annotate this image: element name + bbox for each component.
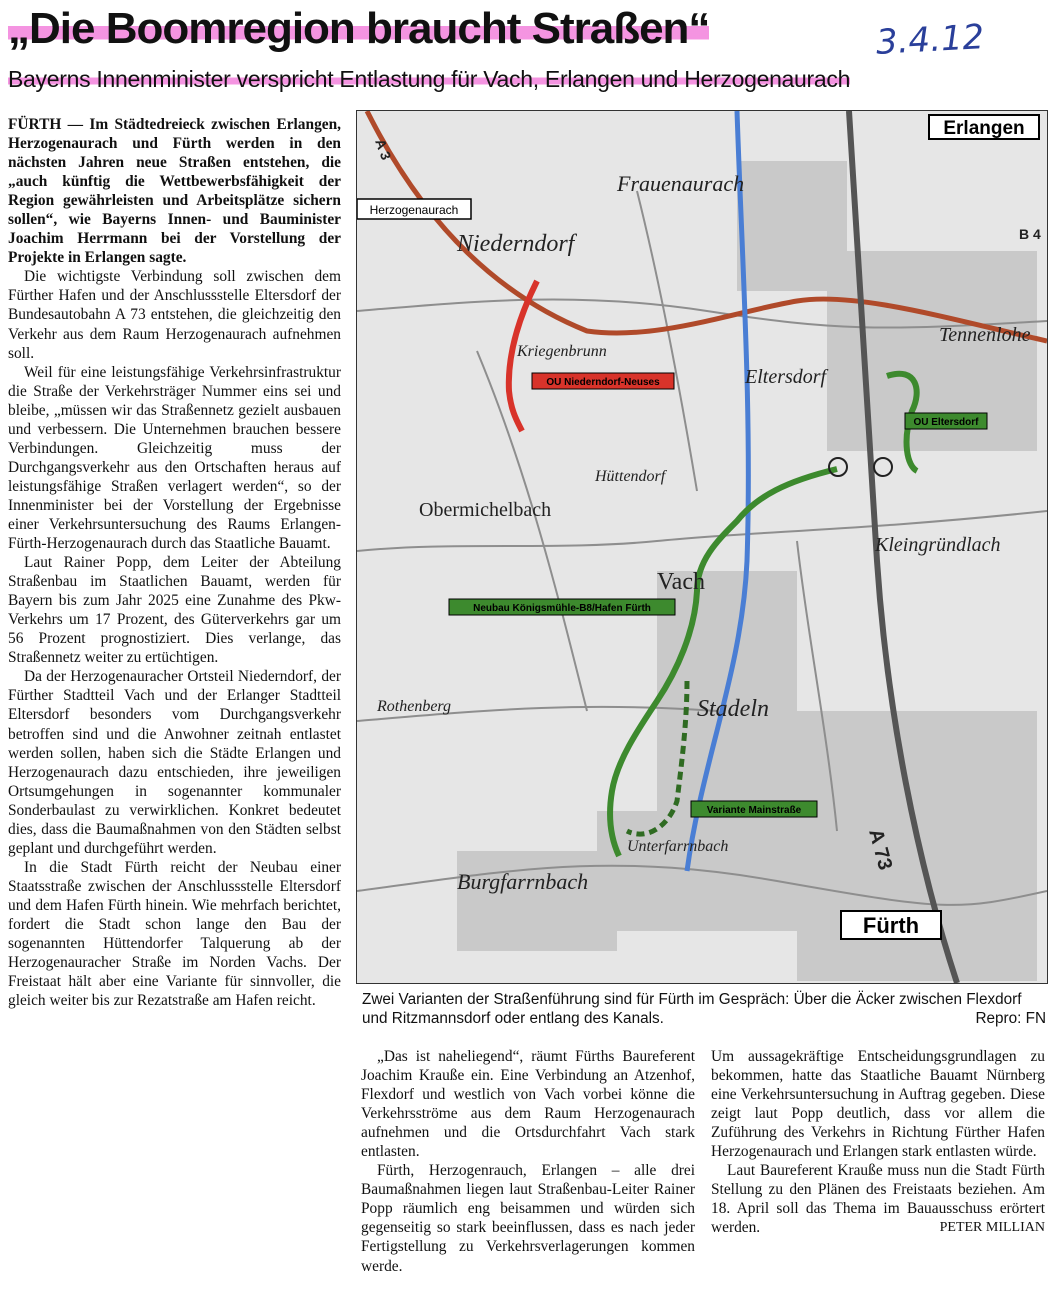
place-eltersdorf: Eltersdorf: [745, 366, 827, 388]
place-burgfarrnbach: Burgfarrnbach: [457, 869, 589, 894]
place-huettendorf: Hüttendorf: [595, 468, 666, 485]
map-label-ou-eltersdorf: [905, 413, 987, 429]
map-svg: [357, 111, 1047, 983]
article-column-3: [711, 1047, 1045, 1237]
paragraph: Weil für eine leistungsfähige Verkehrsinfrastruktur die Straße der Verkehrsträger Nummer eins sei und bleibe, „müssen wir das Straßennetz gezielt ausbauen und verbessern. Die Unternehmen brauchen bessere Verbindungen. Gleichzeitig muss der Durchgangsverkehr aus den Ortschaften heraus auf leistungsfähige Straßen verlagert werden“, so der Innenminister bei der Vorstellung der Ergebnisse einer Verkehrsuntersuchung des Raums Erlangen-Fürth-Herzogenaurach durch das Staatliche Bauamt.: [8, 363, 341, 553]
paragraph: Um aussagekräftige Entscheidungsgrundlagen zu bekommen, hatte das Staatliche Bauamt Nürnberg eine Verkehrsuntersuchung in Auftrag gegeben. Diese zeigt laut Popp deutlich, dass vor allem die Zuführung des Verkehrs in Richtung Fürther Hafen Herzogenaurach und Erlangen stark entlasten würde.: [711, 1048, 1045, 1161]
place-rothenberg: Rothenberg: [377, 698, 452, 715]
svg-text:Erlangen: Erlangen: [943, 118, 1025, 139]
paragraph: Laut Rainer Popp, dem Leiter der Abteilung Straßenbau im Staatlichen Bauamt, werden für Bayern bis zum Jahr 2025 eine Zunahme des Pkw-Verkehrs um 17 Prozent, des Güterverkehrs gar um 56 Prozent prognostiziert. Dies verlange, das Straßennetz weiter zu ertüchtigen.: [8, 554, 341, 667]
subheadline: Bayerns Innenminister verspricht Entlastung für Vach, Erlangen und Herzogenaurach: [8, 66, 851, 92]
map-label-fuerth: [841, 911, 941, 939]
caption-text: Zwei Varianten der Straßenführung sind für Fürth im Gespräch: Über die Äcker zwischen Flexdorf und Ritzmannsdorf oder entlang des Kanals.: [362, 991, 1022, 1027]
headline: „Die Boomregion braucht Straßen“: [8, 4, 710, 53]
road-a73: A 73: [864, 826, 897, 873]
place-vach: Vach: [657, 569, 705, 595]
route-map: [356, 110, 1048, 984]
svg-text:OU Niederndorf-Neuses: OU Niederndorf-Neuses: [546, 377, 660, 388]
paragraph-text: Laut Baureferent Krauße muss nun die Stadt Fürth Stellung zu den Plänen des Freistaats beziehen. Am 18. April soll das Thema im Bauausschuss erörtert werden.: [711, 1162, 1045, 1237]
paragraph: Da der Herzogenauracher Ortsteil Niederndorf, der Fürther Stadtteil Vach und der Erlanger Stadtteil Eltersdorf besonders vom Durchgangsverkehr betroffen sind und die Anwohner zeitnah entlastet werden sollen, haben sich die Städte Erlangen und Herzogenaurach dazu entschieden, ihre jeweiligen Ortsumgehungen in sogenannter kommunaler Sonderbaulast zu verwirklichen. Konkret bedeutet dies, dass die Baumaßnahmen von den Städten selbst geplant und durchgeführt werden.: [8, 668, 341, 857]
article-column-1: [8, 115, 341, 1010]
place-kleingruendlach: Kleingründlach: [875, 534, 1001, 556]
place-niederndorf: Niederndorf: [457, 231, 575, 257]
place-stadeln: Stadeln: [697, 696, 769, 722]
paragraph: Die wichtigste Verbindung soll zwischen dem Fürther Hafen und der Anschlussstelle Eltersdorf der Bundesautobahn A 73 entstehen, die gleichzeitig den Verkehr aus dem Raum Herzogenaurach aufnehmen soll.: [8, 268, 341, 362]
svg-text:Neubau Königsmühle-B8/Hafen Fü: Neubau Königsmühle-B8/Hafen Fürth: [473, 603, 651, 614]
map-label-neubau: [449, 599, 675, 615]
road-b4: B 4: [1019, 226, 1041, 242]
paragraph: „Das ist naheliegend“, räumt Fürths Baureferent Joachim Krauße ein. Eine Verbindung an Atzenhof, Flexdorf und westlich von Vach vorbei könne die Verkehrsströme aus dem Raum Herzogenaurach aufnehmen und die Ortsdurchfahrt Vach stark entlasten.: [361, 1048, 695, 1161]
handwritten-date: 3.4.12: [875, 17, 986, 63]
lead-paragraph: FÜRTH — Im Städtedreieck zwischen Erlangen, Herzogenaurach und Fürth werden in den nächsten Jahren neue Straßen entstehen, die „auch künftig die Wettbewerbsfähigkeit der Region gewährleisten und Arbeitsplätze sichern sollen“, wie Bayerns Innen- und Bauminister Joachim Herrmann bei der Vorstellung der Projekte in Erlangen sagte.: [8, 116, 341, 267]
caption-credit: Repro: FN: [975, 1010, 1046, 1027]
road-a3: A 3: [372, 136, 395, 163]
place-frauenaurach: Frauenaurach: [617, 171, 745, 196]
svg-text:Variante Mainstraße: Variante Mainstraße: [706, 805, 802, 816]
place-obermichelbach: Obermichelbach: [419, 499, 552, 521]
map-label-variante: [691, 801, 817, 817]
place-unterfarrnbach: Unterfarrnbach: [627, 838, 729, 855]
map-label-ou-niederndorf: [532, 373, 674, 389]
svg-text:Fürth: Fürth: [862, 913, 920, 938]
map-label-herzogenaurach: [357, 199, 471, 219]
map-caption: [362, 990, 1046, 1028]
author: PETER MILLIAN: [939, 1220, 1045, 1236]
svg-text:OU Eltersdorf: OU Eltersdorf: [913, 417, 979, 428]
paragraph: [711, 1161, 1045, 1237]
article-column-2: [361, 1047, 695, 1276]
place-kriegenbrunn: Kriegenbrunn: [517, 343, 607, 360]
place-tennenlohe: Tennenlohe: [939, 324, 1031, 346]
paragraph: Fürth, Herzogenrauch, Erlangen – alle drei Baumaßnahmen liegen laut Straßenbau-Leiter Rainer Popp räumlich eng beisammen und würden sich gegenseitig so stark beeinflussen, dass es nach jeder Fertigstellung zu Verkehrsverlagerungen kommen werde.: [361, 1162, 695, 1275]
map-label-erlangen: [929, 115, 1039, 139]
paragraph: In die Stadt Fürth reicht der Neubau einer Staatsstraße zwischen der Anschlussstelle Eltersdorf und dem Hafen Fürth hinein. Wie mehrfach berichtet, fordert die Stadt schon lange den Bau der sogenannten Hüttendorfer Talquerung ab der Herzogenauracher Straße im Norden Vachs. Der Freistaat hält aber eine Variante für sinnvoller, die gleich weiter bis zur Rezatstraße am Hafen reicht.: [8, 858, 341, 1010]
svg-text:Herzogenaurach: Herzogenaurach: [369, 203, 459, 217]
